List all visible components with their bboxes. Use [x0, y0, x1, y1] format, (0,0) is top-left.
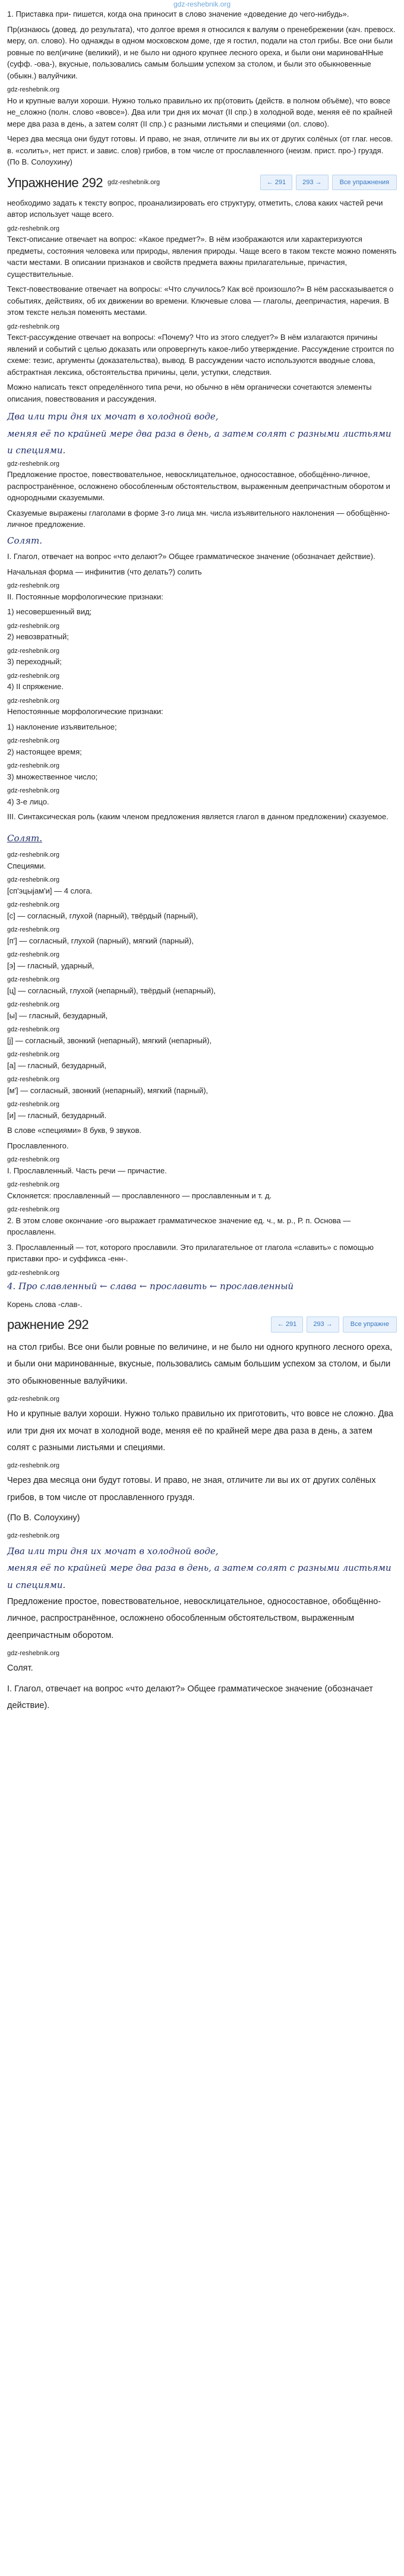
site-brand[interactable]: gdz-reshebnik.org [173, 0, 231, 8]
morph-2: I. Глагол, отвечает на вопрос «что делают?» Общее грамматическое значение (обозначает действие). [7, 552, 375, 561]
morph-5: 1) несовершенный вид; [7, 607, 92, 616]
phonetic-summary: В слове «специями» 8 букв, 9 звуков. [7, 1126, 141, 1135]
watermark: gdz-reshebnik.org [107, 178, 160, 186]
sentence-parse-line-1: Два или три дня их мочат в холодной воде, [7, 411, 219, 422]
watermark: gdz-reshebnik.org [7, 672, 60, 680]
watermark: gdz-reshebnik.org [7, 1650, 60, 1657]
watermark: gdz-reshebnik.org [7, 1462, 60, 1470]
watermark: gdz-reshebnik.org [7, 787, 60, 794]
participle-3: Склоняется: прославленный — прославленного — прославленным и т. д. [7, 1191, 272, 1200]
participle-5: 3. Прославленный — тот, которого прославили. Это прилагательное от глагола «славить» с помощью приставки про- и суффикса -енн-. [7, 1242, 374, 1263]
repeat-parse-2: меняя её по крайней мере два раза в день, а затем солят с разными листьями и специями. [7, 1562, 392, 1590]
answer-2: Текст-описание отвечает на вопрос: «Какое предмет?». В нём изображаются или характеризуются предметы, состояния человека или природы, явления природы. Чаще всего в таком тексте можно поменять части местами. В описании признаков и свойств предмета важны прилагательные, причастия, существительные. [7, 235, 397, 279]
morph-4: II. Постоянные морфологические признаки: [7, 592, 163, 601]
watermark: gdz-reshebnik.org [7, 976, 60, 983]
exercise-header [7, 173, 397, 192]
answer-4: Текст-рассуждение отвечает на вопросы: «Почему? Что из этого следует?» В нём излагаются причины явлений и событий с целью доказать или опровергнуть какое-либо утверждение. Рассуждение строится по схеме: тезис, аргументы (доказательства), вывод. В рассуждении часто используются вводные слова, абстрактная лексика, обстоятельства причины, цели, уступки, следствия. [7, 333, 394, 377]
watermark: gdz-reshebnik.org [7, 926, 60, 933]
morph-14: III. Синтаксическая роль (каким членом предложения является глагол в данном предложении) сказуемое. [7, 812, 389, 821]
repeat-3: Через два месяца они будут готовы. И право, не зная, отличите ли вы их от других солёных грибов, в том числе от прославленного груздя. [7, 1476, 376, 1502]
intro-3: Но и крупные валуи хороши. Нужно только правильно их пр(отовить (действ. в полном объёме), что вовсе не_сложно (полн. слово «вовсе»). Два или три дня их мочат (II спр.) в холодной воде, меняя её по крайней мере два раза в день, а затем солят (II спр.) с разными листьями и специями (ол. слово). [7, 96, 393, 128]
watermark: gdz-reshebnik.org [7, 1076, 60, 1083]
watermark: gdz-reshebnik.org [7, 1051, 60, 1058]
repeat-note: Предложение простое, повествовательное, невосклицательное, односоставное, обобщённо-личное, распространённое, осложнено обособленным обстоятельством, выраженным деепричастным оборотом. [7, 1597, 381, 1640]
intro-4: Через два месяца они будут готовы. И право, не зная, отличите ли вы их от других солёных (от глаг. несов. в. «солить», нет прист. и завис. слов) грибов, в том числе от прославленного (неизм. прист. про-) груздя. (По В. Солоухину) [7, 134, 393, 166]
morph-8: 4) II спряжение. [7, 682, 64, 691]
exercise-nav [260, 175, 397, 191]
phonetic-row: [и] — гласный, безударный. [7, 1110, 107, 1120]
repeat-tail-1: Солят. [7, 1663, 33, 1674]
morph-13: 4) 3-е лицо. [7, 797, 49, 806]
morph-word: Солят. [7, 535, 42, 546]
morph-1: Сказуемые выражены глаголами в форме 3-го лица мн. числа изъявительного наклонения — обобщённо-личное предложение. [7, 508, 390, 529]
all-exercises-button[interactable]: Все упражнения [332, 175, 397, 191]
watermark: gdz-reshebnik.org [7, 1026, 60, 1033]
watermark: gdz-reshebnik.org [7, 1532, 60, 1540]
morph-12: 3) множественное число; [7, 772, 98, 781]
next-exercise-button[interactable]: 293 → [296, 175, 328, 191]
phonetic-row: [м'] — согласный, звонкий (непарный), мягкий (парный), [7, 1085, 209, 1095]
morph-7: 3) переходный; [7, 657, 62, 666]
phonetic-transcription: [сп'эцыjам'и] — 4 слога. [7, 886, 93, 895]
exercise-title-repeat: ражнение 292 [7, 1317, 89, 1332]
sentence-parse-line-2: меняя её по крайней мере два раза в день, а затем солят с разными листьями и специями. [7, 428, 392, 456]
prev-exercise-button[interactable]: ← 291 [271, 1317, 303, 1333]
solution-repeat [7, 1339, 397, 1714]
watermark: gdz-reshebnik.org [7, 1101, 60, 1108]
participle-2: I. Прославленный. Часть речи — причастие. [7, 1166, 167, 1175]
watermark: gdz-reshebnik.org [7, 1206, 60, 1213]
answer-1: необходимо задать к тексту вопрос, проанализировать его структуру, отметить, слова каких частей речи автор использует чаще всего. [7, 198, 383, 219]
watermark: gdz-reshebnik.org [7, 697, 60, 705]
root-note: Корень слова -слав-. [7, 1299, 83, 1309]
phonetic-row: [п'] — согласный, глухой (парный), мягкий (парный), [7, 936, 194, 945]
watermark: gdz-reshebnik.org [7, 951, 60, 958]
phonetic-row: [э] — гласный, ударный, [7, 961, 94, 970]
repeat-parse-1: Два или три дня их мочат в холодной воде, [7, 1545, 219, 1557]
all-exercises-button[interactable]: Все упражне [343, 1317, 397, 1333]
repeat-4: (По В. Солоухину) [7, 1513, 80, 1523]
watermark: gdz-reshebnik.org [7, 647, 60, 655]
morph-11: 2) настоящее время; [7, 747, 82, 756]
phonetic-row: [ы] — гласный, безударный, [7, 1011, 108, 1020]
sentence-parse-note: Предложение простое, повествовательное, невосклицательное, односоставное, обобщённо-личное, распространённое, осложнено обособленным обстоятельством, выраженным деепричастным оборотом и однородными сказуемыми. [7, 470, 390, 502]
phonetic-row: [с] — согласный, глухой (парный), твёрдый (парный), [7, 911, 198, 920]
phonetic-word-handwritten: Солят. [7, 832, 42, 844]
intro-1: 1. Приставка при- пишется, когда она приносит в слово значение «доведение до чего-нибудь». [7, 10, 349, 18]
watermark: gdz-reshebnik.org [7, 1181, 60, 1188]
watermark: gdz-reshebnik.org [7, 86, 60, 93]
answer-5: Можно написать текст определённого типа речи, но обычно в нём органически сочетаются элементы описания, повествования и рассуждения. [7, 383, 372, 403]
watermark: gdz-reshebnik.org [7, 1156, 60, 1163]
watermark: gdz-reshebnik.org [7, 851, 60, 858]
watermark: gdz-reshebnik.org [7, 737, 60, 744]
watermark: gdz-reshebnik.org [7, 225, 60, 232]
watermark: gdz-reshebnik.org [7, 460, 60, 468]
prev-exercise-button[interactable]: ← 291 [260, 175, 292, 191]
participle-4: 2. В этом слове окончание -ого выражает грамматическое значение ед. ч., м. р., Р. п. Основа — прославленн. [7, 1216, 351, 1236]
watermark: gdz-reshebnik.org [7, 762, 60, 769]
repeat-2: Но и крупные валуи хороши. Нужно только правильно их приготовить, что вовсе не сложно. Два или три дня их мочат в холодной воде, меняя её по крайней мере два раза в день, а затем солят с разными листьями и специями. [7, 1409, 393, 1453]
watermark: gdz-reshebnik.org [7, 876, 60, 883]
exercise-title: Упражнение 292 [7, 175, 103, 190]
word-formation: 4. Про славленный ← слава ← прославить ← прославленный [7, 1281, 294, 1292]
repeat-1: на стол грибы. Все они были ровные по величине, и не было ни одного крупного лесного ореха, и были они маринованные, вкусные, пользовались самым большим успехом за столом, и были это обыкновенные валуйчики. [7, 1343, 393, 1386]
next-exercise-button[interactable]: 293 → [307, 1317, 339, 1333]
exercise-header-repeat [7, 1315, 397, 1334]
phonetic-word: Специями. [7, 861, 46, 870]
watermark: gdz-reshebnik.org [7, 1395, 60, 1403]
morph-6: 2) невозвратный; [7, 632, 69, 641]
watermark: gdz-reshebnik.org [7, 1269, 60, 1277]
phonetic-row: [а] — гласный, безударный, [7, 1060, 107, 1070]
morph-9: Непостоянные морфологические признаки: [7, 707, 163, 716]
repeat-tail-2: I. Глагол, отвечает на вопрос «что делают?» Общее грамматическое значение (обозначает действие). [7, 1684, 373, 1710]
watermark: gdz-reshebnik.org [7, 323, 60, 330]
morph-10: 1) наклонение изъявительное; [7, 722, 117, 731]
participle-1: Прославленного. [7, 1141, 69, 1150]
watermark: gdz-reshebnik.org [7, 901, 60, 908]
watermark: gdz-reshebnik.org [7, 582, 60, 589]
morph-3: Начальная форма — инфинитив (что делать?) солить [7, 567, 202, 576]
exercise-nav-repeat [271, 1317, 397, 1333]
intro-2: Пр(изнаюсь (довед. до результата), что долгое время я относился к валуям о пренебрежении (кач. превосх. меру, ол. слово). Но однажды в одном московском доме, где я гостил, подали на стол грибы. Все они были ровные по вел(ичине (великий), и не было ни одного крупнее лесного ореха, и были они мариноваННые (суфф. -ова-), вкусные, пользовались самым большим успехом за столом, и были это обыкновенные (обыкн.) валуйчики. [7, 24, 396, 80]
phonetic-row: [j] — согласный, звонкий (непарный), мягкий (непарный), [7, 1036, 212, 1045]
answer-3: Текст-повествование отвечает на вопросы: «Что случилось? Как всё произошло?» В нём рассказывается о событиях, действиях, об их движении во времени. Ключевые слова — глаголы, деепричастия, наречия. В этом тексте нельзя поменять местами. [7, 285, 394, 317]
phonetic-row: [ц] — согласный, глухой (непарный), твёрдый (непарный), [7, 986, 216, 995]
watermark: gdz-reshebnik.org [7, 1001, 60, 1008]
watermark: gdz-reshebnik.org [7, 622, 60, 630]
solution-content [0, 8, 404, 1714]
